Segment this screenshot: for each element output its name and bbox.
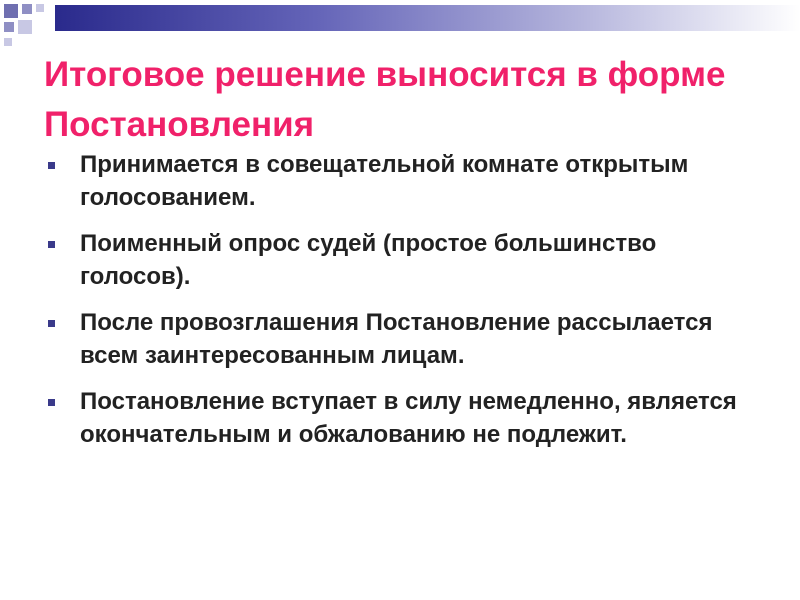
bullet-text: Постановление вступает в силу немедленно, является окончательным и обжалованию не подлежит. [80,388,737,448]
corner-square [18,20,32,34]
corner-square [22,4,32,14]
bullet-text: Принимается в совещательной комнате открытым голосованием. [80,151,689,211]
bullet-list [48,148,748,464]
bullet-item [48,148,748,214]
corner-square [4,22,14,32]
square-bullet-icon [48,320,55,327]
square-bullet-icon [48,162,55,169]
bullet-text: После провозглашения Постановление рассылается всем заинтересованным лицам. [80,309,713,369]
corner-square [4,4,18,18]
square-bullet-icon [48,399,55,406]
corner-square [4,38,12,46]
bullet-text: Поименный опрос судей (простое большинство голосов). [80,230,657,290]
corner-square [36,4,44,12]
bullet-item [48,227,748,293]
bullet-item [48,306,748,372]
slide-title: Итоговое решение выносится в форме Постановления [44,55,726,144]
bullet-item [48,385,748,451]
square-bullet-icon [48,241,55,248]
top-gradient-bar [55,5,800,31]
